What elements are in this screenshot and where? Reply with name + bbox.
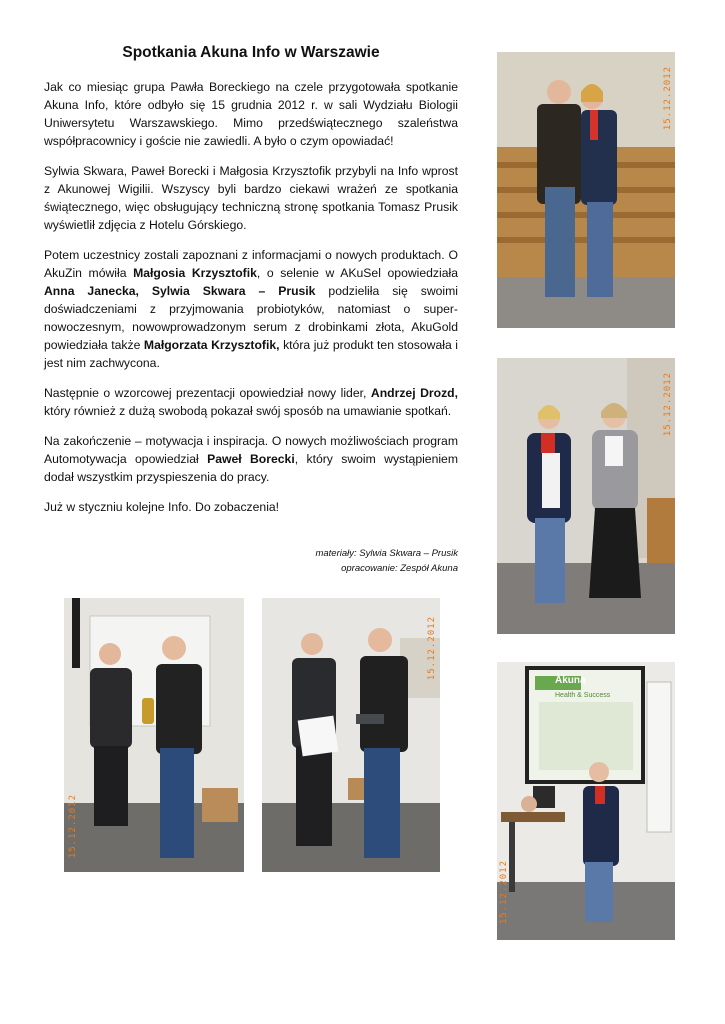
photo-date-stamp: 15.12.2012 xyxy=(68,793,78,858)
text-run: podzieliła się swoimi doświadczeniami z przyjmowania probiotyków, natomiast o super-nowoczesnym, nowowprowadzonym serum z drobinkami złota, AkuGold powiedziała także xyxy=(44,284,459,352)
paragraph xyxy=(44,384,458,420)
paragraph xyxy=(44,498,458,516)
article-body xyxy=(44,78,458,528)
bold-name: Andrzej Drozd, xyxy=(370,386,458,400)
photo-two-women xyxy=(497,358,675,634)
text-run: Następnie o wzorcowej prezentacji opowiedział nowy lider, xyxy=(44,386,371,400)
credits-editing: opracowanie: Zespół Akuna xyxy=(341,563,458,574)
paragraph xyxy=(44,162,458,234)
bold-name: Anna Janecka, Sylwia Skwara – Prusik xyxy=(44,284,316,298)
photo-couple-lecture-hall xyxy=(497,52,675,328)
photo-date-stamp: 15.12.2012 xyxy=(427,616,437,681)
paragraph xyxy=(44,246,458,372)
bold-name: Paweł Borecki xyxy=(207,452,295,466)
text-run: który również z dużą swobodą pokazał swój sposób na umawianie spotkań. xyxy=(44,404,452,418)
photo-date-stamp: 15.12.2012 xyxy=(499,859,509,924)
text-run: , o selenie w AKuSel opowiedziała xyxy=(256,266,458,280)
screen-tagline: Health & Success xyxy=(555,692,611,699)
photo-award-bottle xyxy=(64,598,244,872)
text-run: Sylwia Skwara, Paweł Borecki i Małgosia Krzysztofik przybyli na Info wprost z Akunowej Wigilii. Wszyscy byli bardzo ciekawi wrażeń ze spotkania świątecznego, więc obsługujący techniczną stronę spotkania Tomasz Prusik wyświetlił zdjęcia z Hotelu Górskiego. xyxy=(44,164,458,232)
text-run: Już w styczniu kolejne Info. Do zobaczenia! xyxy=(44,500,280,514)
photo-presentation xyxy=(497,662,675,940)
text-run: Na zakończenie – motywacja i inspiracja. O nowych możliwościach program Automotywacja opowiedział xyxy=(44,434,458,466)
photo-date-stamp: 15.12.2012 xyxy=(663,66,673,131)
text-run: Jak co miesiąc grupa Pawła Boreckiego na czele przygotowała spotkanie Akuna Info, które odbyło się 15 grudnia 2012 r. w sali Wydziału Biologii Uniwersytetu Warszawskiego. Mimo przedświątecznego szaleństwa współpracownicy i goście nie zawiedli. A było o czym opowiadać! xyxy=(44,80,458,148)
page-title: Spotkania Akuna Info w Warszawie xyxy=(122,44,380,61)
text-run: która już produkt ten stosowała i jest nim zachwycona. xyxy=(44,338,458,370)
photo-date-stamp: 15.12.2012 xyxy=(663,372,673,437)
paragraph xyxy=(44,78,458,150)
credits-materials: materiały: Sylwia Skwara – Prusik xyxy=(315,548,458,559)
bold-name: Małgorzata Krzysztofik, xyxy=(143,338,280,352)
photo-paper-and-book xyxy=(262,598,440,872)
bold-name: Małgosia Krzysztofik xyxy=(133,266,257,280)
paragraph xyxy=(44,432,458,486)
text-run: Potem uczestnicy zostali zapoznani z informacjami o nowych produktach. O AkuZin mówiła xyxy=(44,248,458,280)
screen-logo: Akuna xyxy=(555,675,586,686)
text-run: , który swoim wystąpieniem dodał wszystkim przyspieszenia do pracy. xyxy=(44,452,458,484)
credits xyxy=(44,546,458,576)
